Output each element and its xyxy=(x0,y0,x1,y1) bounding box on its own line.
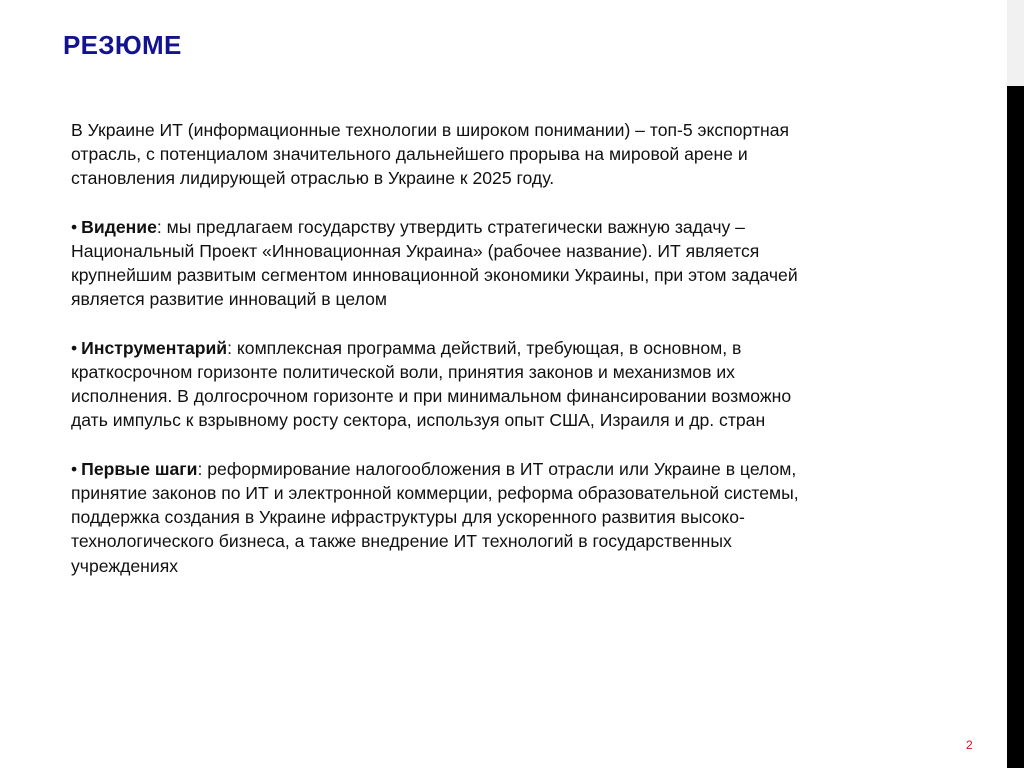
intro-paragraph: В Украине ИТ (информационные технологии в широком понимании) – топ-5 экспортная отрасль, с потенциалом значительного дальнейшего прорыва на мировой арене и становления лидирующей отраслью в Украине к 2025 году. xyxy=(71,120,790,189)
bullet-icon: • xyxy=(71,458,78,479)
slide-body xyxy=(71,118,806,602)
bullet-first-steps xyxy=(71,457,806,578)
slide-title: РЕЗЮМЕ xyxy=(63,30,182,60)
bullet-term: Первые шаги xyxy=(81,458,198,479)
bullet-term: Видение xyxy=(81,216,157,237)
side-accent-bar xyxy=(1007,86,1024,768)
side-accent-bar-top xyxy=(1007,0,1024,86)
bullet-vision xyxy=(71,215,806,312)
bullet-term: Инструментарий xyxy=(81,337,228,358)
bullet-text: : реформирование налогообложения в ИТ отрасли или Украине в целом, принятие законов по ИТ и электронной коммерции, реформа образовательной системы, поддержка создания в Украине ифраструктуры для ускоренного развития высоко-технологического бизнеса, а также внедрение ИТ технологий в государственных учреждениях xyxy=(71,458,799,576)
bullet-icon: • xyxy=(71,216,78,237)
bullet-text: : мы предлагаем государству утвердить стратегически важную задачу – Национальный Проект «Инновационная Украина» (рабочее название). ИТ является крупнейшим развитым сегментом инновационной экономики Украины, при этом задачей является развитие инноваций в целом xyxy=(71,216,798,310)
bullet-tools xyxy=(71,336,806,433)
bullet-text: : комплексная программа действий, требующая, в основном, в краткосрочном горизонте политической воли, принятия законов и механизмов их исполнения. В долгосрочном горизонте и при минимальном финансировании возможно дать импульс к взрывному росту сектора, используя опыт США, Израиля и др. стран xyxy=(71,337,792,431)
bullet-icon: • xyxy=(71,337,78,358)
page-number: 2 xyxy=(966,738,973,752)
